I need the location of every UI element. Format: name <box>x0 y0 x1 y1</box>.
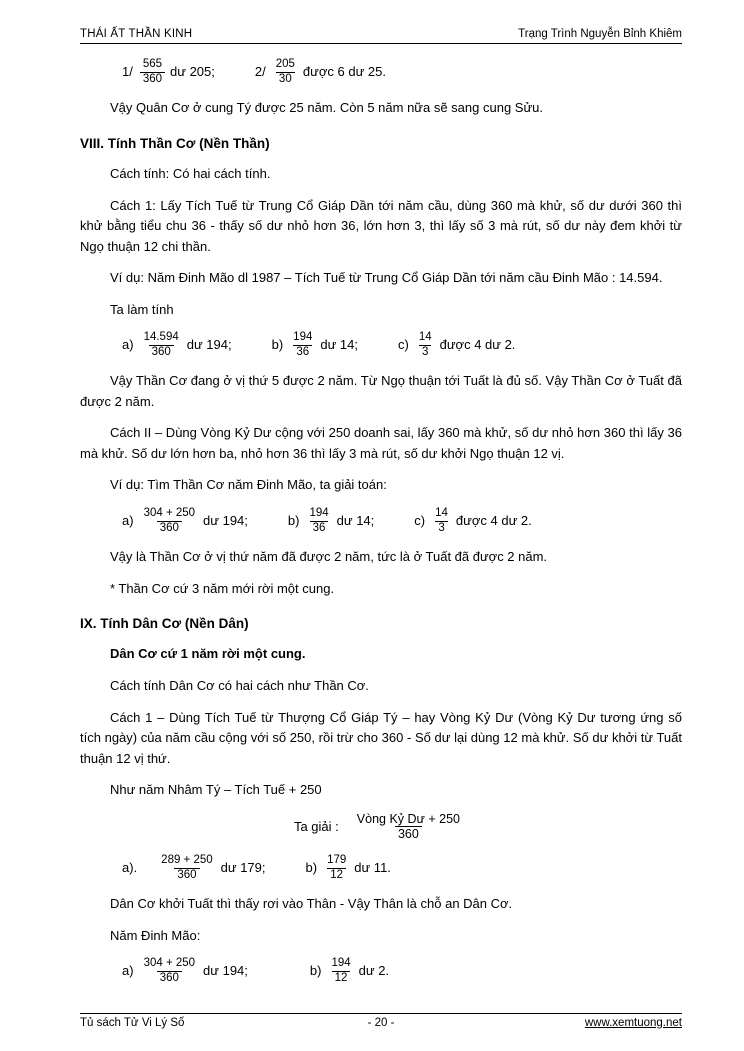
math-text-1a: dư 205; <box>170 63 215 79</box>
math-text-5b: dư 11. <box>354 859 391 875</box>
math-label-2b: b) <box>271 336 284 352</box>
fraction-565-360: $\frac{565}{360}$ <box>140 58 165 86</box>
fraction-179-12: $\frac{179}{12}$ <box>327 854 347 881</box>
section-heading-viii: VIII. Tính Thần Cơ (Nền Thần) <box>80 135 270 151</box>
math-text-2c: được 4 dư 2. <box>439 336 516 352</box>
paragraph-dan-co-khoi-tuat: Dân Cơ khởi Tuất thì thấy rơi vào Thân - Vậy Thân là chỗ an Dân Cơ. <box>110 896 513 912</box>
fraction-304plus250-360-b: $\frac{304 + 250}{360}$ <box>143 957 196 984</box>
paragraph-nhu-nam-nham-ty: Như năm Nhâm Tý – Tích Tuế + 250 <box>110 782 322 798</box>
math-label-5a: a). <box>122 859 138 875</box>
page-footer <box>80 1013 682 1029</box>
paragraph-note-than-co: * Thần Cơ cứ 3 năm mới rời một cung. <box>110 580 335 596</box>
fraction-194-36-b: $\frac{194}{36}$ <box>309 506 329 534</box>
math-text-2a: dư 194; <box>186 336 232 352</box>
math-text-5a: dư 179; <box>220 859 266 875</box>
paragraph-cach-1: Cách 1: Lấy Tích Tuế từ Trung Cổ Giáp Dần tới năm cầu, dùng 360 mà khử, số dư dưới 360 thì khử bằng tiểu chu 36 - thấy số dư nhỏ hơn 36, lớn hơn 3, thì lấy số 3 mà rút, số dư này đem khởi từ Ngọ thuận 12 chi thần. <box>80 197 682 254</box>
math-label-1b: 2/ <box>254 63 266 79</box>
fraction-194-12: $\frac{194}{12}$ <box>331 957 351 984</box>
fraction-14-3-b: $\frac{14}{3}$ <box>435 506 448 534</box>
page-header <box>80 28 682 44</box>
math-line-1 <box>80 58 682 86</box>
math-label-2a: a) <box>122 336 134 352</box>
math-label-1a: 1/ <box>122 63 133 79</box>
math-line-6 <box>80 957 682 985</box>
page-content <box>80 58 682 985</box>
math-line-5 <box>80 854 682 882</box>
paragraph-than-co-vi-thu-5: Vậy Thần Cơ đang ở vị thứ 5 được 2 năm. Từ Ngọ thuận tới Tuất là đủ số. Vậy Thần Cơ ở Tuất đã được 2 năm. <box>80 373 682 409</box>
footer-website <box>512 1017 682 1029</box>
header-book-title: THÁI ẤT THẦN KINH <box>80 28 193 40</box>
math-text-3b: dư 14; <box>336 512 375 528</box>
paragraph-cach-tinh-dan-co: Cách tính Dân Cơ có hai cách như Thần Cơ. <box>110 678 369 693</box>
math-text-6a: dư 194; <box>203 963 248 979</box>
math-label-5b: b) <box>305 859 318 875</box>
math-label-3c: c) <box>414 512 426 528</box>
footer-website-link[interactable]: www.xemtuong.net <box>584 1017 682 1029</box>
fraction-194-36: $\frac{194}{36}$ <box>293 331 313 358</box>
math-text-1b: được 6 dư 25. <box>302 63 386 79</box>
fraction-14-3: $\frac{14}{3}$ <box>418 331 432 358</box>
paragraph-vi-du-1987: Ví dụ: Năm Đinh Mão dl 1987 – Tích Tuế từ Trung Cổ Giáp Dần tới năm cầu Đinh Mão : 14.594. <box>110 270 663 286</box>
fraction-205-30: $\frac{205}{30}$ <box>275 58 295 85</box>
math-label-6b: b) <box>309 963 322 979</box>
footer-page-number: - 20 - <box>367 1017 395 1029</box>
math-line-3 <box>80 507 682 535</box>
math-label-3b: b) <box>287 512 300 528</box>
fraction-vongkydu-360: $\frac{\text{Vòng Kỷ Dư + 250}}{360}$ <box>356 811 461 842</box>
fraction-304plus250-360: $\frac{304 + 250}{360}$ <box>143 506 196 534</box>
fraction-289plus250-360: $\frac{289 + 250}{360}$ <box>161 854 213 881</box>
paragraph-quan-co: Vậy Quân Cơ ở cung Tý được 25 năm. Còn 5 năm nữa sẽ sang cung Sửu. <box>110 100 543 116</box>
header-author: Trạng Trình Nguyễn Bỉnh Khiêm <box>518 28 682 40</box>
paragraph-cach-1-dan-co: Cách 1 – Dùng Tích Tuế từ Thượng Cổ Giáp Tý – hay Vòng Kỷ Dư (Vòng Kỷ Dư tương ứng số tích ngày) của năm cầu cộng với số 250, rồi trừ cho 360 - Số dư lại dùng 12 mà khử. Số dư khởi từ Tuất thuận 12 vị thứ. <box>80 709 682 766</box>
paragraph-cach-tinh: Cách tính: Có hai cách tính. <box>110 165 271 181</box>
math-label-6a: a) <box>122 963 134 979</box>
math-text-2b: dư 14; <box>320 336 358 352</box>
fraction-14594-360: $\frac{14.594}{360}$ <box>143 331 179 358</box>
paragraph-vi-du-tim-than-co: Ví dụ: Tìm Thần Cơ năm Đinh Mão, ta giải toán: <box>110 477 387 493</box>
paragraph-cach-2: Cách II – Dùng Vòng Kỷ Dư cộng với 250 doanh sai, lấy 360 mà khử, số dư nhỏ hơn 360 thì lấy 36 mà khử. Số dư lớn hơn ba, nhỏ hơn 36 thì lấy 3 mà rút, số dư khởi Ngọ thuận 12 vị. <box>80 425 682 461</box>
paragraph-dan-co-bold: Dân Cơ cứ 1 năm rời một cung. <box>110 646 306 662</box>
paragraph-vay-la-than-co: Vậy là Thần Cơ ở vị thứ năm đã được 2 năm, tức là ở Tuất đã được 2 năm. <box>110 549 548 565</box>
math-text-6b: dư 2. <box>358 963 390 979</box>
footer-collection: Tủ sách Tử Vi Lý Số <box>80 1017 185 1029</box>
math-label-ta-giai: Ta giải : <box>293 818 339 834</box>
section-heading-ix: IX. Tính Dân Cơ (Nền Dân) <box>80 616 249 632</box>
paragraph-nam-dinh-mao: Năm Đinh Mão: <box>110 927 201 943</box>
math-label-2c: c) <box>397 336 409 352</box>
math-text-3c: được 4 dư 2. <box>455 512 532 528</box>
paragraph-ta-lam-tinh: Ta làm tính <box>110 301 174 317</box>
math-line-2 <box>80 331 682 359</box>
math-label-3a: a) <box>122 512 134 528</box>
math-text-3a: dư 194; <box>203 512 248 528</box>
math-line-4 <box>80 812 682 843</box>
